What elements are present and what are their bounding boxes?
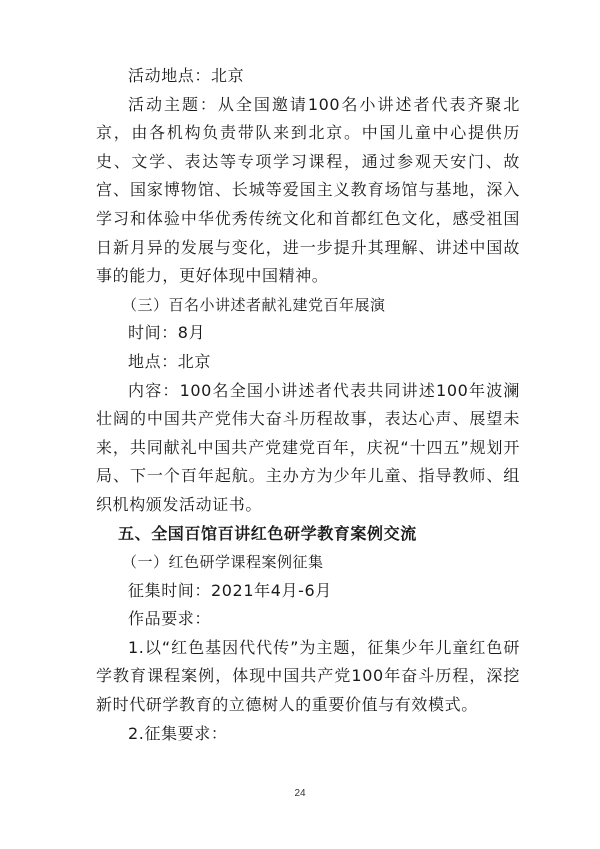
chapter-heading-red-education: 五、全国百馆百讲红色研学教育案例交流 [118,523,417,543]
paragraph-activity-location: 活动地点：北京 [128,66,245,85]
page-content [96,62,520,748]
paragraph-work-requirements: 作品要求： [128,609,212,629]
paragraph-requirement-2: 2.征集要求： [128,723,228,743]
paragraph-location: 地点：北京 [128,351,212,371]
paragraph-content: 内容：100名全国小讲述者代表共同讲述100年波澜壮阔的中国共产党伟大奋斗历程故事，表达心声、展望未来，共同献礼中国共产党建党百年，庆祝“十四五”规划开局、下一个百年起航。主办方为少年儿童、指导教师、组织机构颁发活动证书。 [96,380,520,514]
page-number: 24 [294,788,306,799]
paragraph-activity-theme: 活动主题：从全国邀请100名小讲述者代表齐聚北京，由各机构负责带队来到北京。中国儿童中心提供历史、文学、表达等专项学习课程，通过参观天安门、故宫、国家博物馆、长城等爱国主义教育场馆与基地，深入学习和体验中华优秀传统文化和首都红色文化，感受祖国日新月异的发展与变化，进一步提升其理解、讲述中国故事的能力，更好体现中国精神。 [96,94,520,286]
section-heading-showcase: （三）百名小讲述者献礼建党百年展演 [122,295,386,314]
paragraph-requirement-1: 1.以“红色基因代代传”为主题，征集少年儿童红色研学教育课程案例，体现中国共产党100年奋斗历程，深挖新时代研学教育的立德树人的重要价值与有效模式。 [96,637,520,715]
paragraph-time: 时间：8月 [128,323,206,343]
section-heading-case-collection: （一）红色研学课程案例征集 [122,553,324,572]
paragraph-collection-time: 征集时间：2021年4月-6月 [128,580,332,600]
